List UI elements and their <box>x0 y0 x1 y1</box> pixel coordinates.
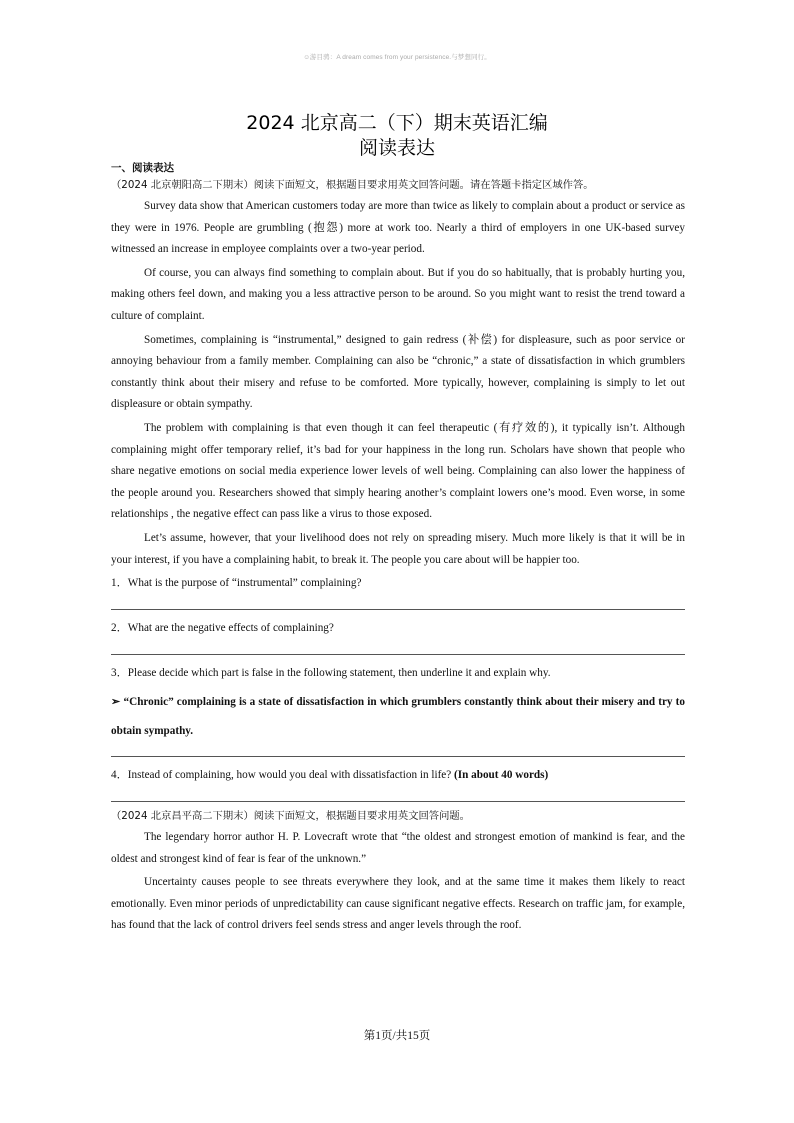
question-2 <box>111 618 685 639</box>
passage1-paragraph: Sometimes, complaining is “instrumental,” designed to gain redress (补偿) for displeasure, such as poor service or annoying behaviour from a family member. Complaining can also be “chronic,” a state of dissatisfaction in which grumblers constantly think about their misery and refuse to be comforted. More typically, however, complaining is simply to let out displeasure or obtain sympathy. <box>111 333 685 411</box>
false-statement: ➢ “Chronic” complaining is a state of dissatisfaction in which grumblers constantly think about their misery and try to obtain sympathy. <box>111 696 685 738</box>
question-3 <box>111 663 685 684</box>
passage1-paragraph: Let’s assume, however, that your livelihood does not rely on spreading misery. Much more likely is that it will be in your interest, if you have a complaining habit, to break it. The people you care about will be happier too. <box>111 531 685 566</box>
passage1-paragraph: The problem with complaining is that even though it can feel therapeutic (有疗效的), it typically isn’t. Although complaining might offer temporary relief, it’s bad for your happiness in the long run. Scholars have shown that people who share negative emotions on social media experience lower levels of well being. Complaining can also lower the happiness of the people around you. Researchers showed that simply hearing another’s complaint lowers one’s mood. Even worse, in some relationships , the negative effect can pass like a virus to those exposed. <box>111 421 685 521</box>
header-watermark: ☺游目骋：A dream comes from your persistence.与梦想同行。 <box>303 54 491 61</box>
question-number: 3． <box>111 667 128 680</box>
passage1-paragraph: Of course, you can always find something to complain about. But if you do so habitually, that is probably hurting you, making others feel down, and making you a less attractive person to be around. So you might want to resist the trend toward a culture of complaint. <box>111 266 685 322</box>
question-text: Instead of complaining, how would you deal with dissatisfaction in life? <box>127 769 452 782</box>
passage1-paragraph: Survey data show that American customers today are more than twice as likely to complain about a product or service as they were in 1976. People are grumbling (抱怨) more at work too. Nearly a third of employers in one UK-based survey witnessed an increase in employee complaints over a two-year period. <box>111 200 685 256</box>
section-heading: 一、阅读表达 <box>111 162 174 174</box>
question-number: 1． <box>111 577 128 590</box>
question-text: What are the negative effects of complaining? <box>127 622 334 635</box>
passage1-source: （2024 北京朝阳高二下期末）阅读下面短文，根据题目要求用英文回答问题。请在答题卡指定区域作答。 <box>111 179 594 191</box>
answer-line[interactable] <box>111 609 685 610</box>
answer-line[interactable] <box>111 756 685 757</box>
document-title: 2024 北京高二（下）期末英语汇编 <box>246 112 548 134</box>
document-body <box>111 161 685 937</box>
question-number: 4． <box>111 769 128 782</box>
passage2-paragraph: Uncertainty causes people to see threats everywhere they look, and at the same time it makes them likely to react emotionally. Even minor periods of unpredictability can cause significant negative effects. Research on traffic jam, for example, has found that the lack of control drivers feel sends stress and anger levels through the roof. <box>111 876 685 932</box>
answer-line[interactable] <box>111 801 685 802</box>
passage2-source: （2024 北京昌平高二下期末）阅读下面短文，根据题目要求用英文回答问题。 <box>111 810 470 823</box>
question-number: 2． <box>111 622 128 635</box>
document-subtitle: 阅读表达 <box>358 137 435 159</box>
passage2-paragraph: The legendary horror author H. P. Lovecraft wrote that “the oldest and strongest emotion of mankind is fear, and the oldest and strongest kind of fear is fear of the unknown.” <box>111 831 685 865</box>
answer-line[interactable] <box>111 654 685 655</box>
word-limit-note: (In about 40 words) <box>454 769 549 782</box>
question-4 <box>111 765 685 786</box>
question-1 <box>111 573 685 594</box>
question-text: Please decide which part is false in the following statement, then underline it and explain why. <box>127 667 551 680</box>
question-text: What is the purpose of “instrumental” complaining? <box>127 577 362 590</box>
page-footer: 第1页/共15页 <box>363 1030 431 1042</box>
